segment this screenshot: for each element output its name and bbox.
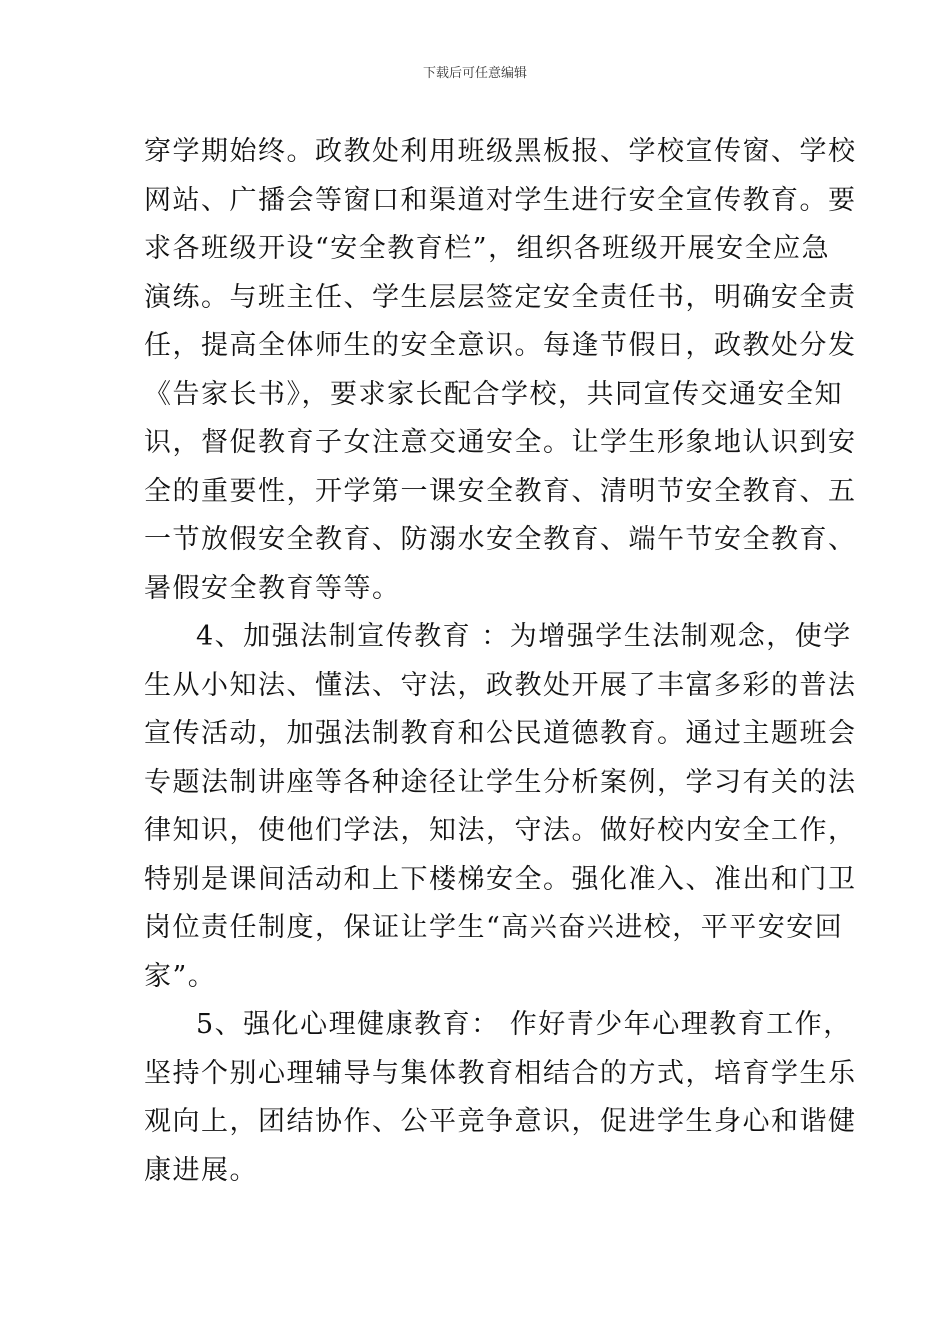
text-line: 岗位责任制度，保证让学生“高兴奋兴进校，平平安安回: [144, 912, 844, 943]
text-line: 家”。: [144, 960, 217, 992]
text-line: 任，提高全体师生的安全意识。每逢节假日，政教处分发: [144, 330, 857, 361]
text-line: 求各班级开设“安全教育栏”，组织各班级开展安全应急: [144, 233, 831, 264]
text-line: 一节放假安全教育、防溺水安全教育、端午节安全教育、: [144, 524, 857, 555]
text-line: 专题法制讲座等各种途径让学生分析案例，学习有关的法: [144, 766, 857, 798]
text-line: 4、加强法制宣传教育 ：为增强学生法制观念，使学: [196, 621, 852, 652]
text-line: 识，督促教育子女注意交通安全。让学生形象地认识到安: [144, 427, 857, 458]
text-line: 生从小知法、懂法、守法，政教处开展了丰富多彩的普法: [144, 669, 857, 701]
text-line: 坚持个别心理辅导与集体教育相结合的方式，培育学生乐: [144, 1057, 857, 1089]
text-line: 暑假安全教育等等。: [144, 572, 401, 604]
text-line: 特别是课间活动和上下楼梯安全。强化准入、准出和门卫: [144, 863, 857, 895]
text-line: 5、强化心理健康教育： 作好青少年心理教育工作，: [196, 1009, 852, 1040]
document-body: [144, 128, 857, 1195]
paragraph-legal-education: [144, 613, 857, 1001]
text-line: 全的重要性，开学第一课安全教育、清明节安全教育、五: [144, 475, 857, 507]
paragraph-mental-health: [144, 1001, 857, 1195]
text-line: 律知识，使他们学法，知法，守法。做好校内安全工作，: [144, 815, 857, 846]
page-header: 下载后可任意编辑: [422, 66, 527, 81]
text-line: 观向上，团结协作、公平竞争意识，促进学生身心和谐健: [144, 1106, 857, 1137]
text-line: 宣传活动，加强法制教育和公民道德教育。通过主题班会: [144, 718, 857, 749]
paragraph-safety-education: [144, 128, 857, 613]
text-line: 康进展。: [144, 1154, 258, 1186]
text-line: 《告家长书》，要求家长配合学校，共同宣传交通安全知: [144, 378, 843, 410]
text-line: 网站、广播会等窗口和渠道对学生进行安全宣传教育。要: [144, 184, 857, 216]
text-line: 穿学期始终。政教处利用班级黑板报、学校宣传窗、学校: [144, 136, 857, 167]
text-line: 演练。与班主任、学生层层签定安全责任书，明确安全责: [144, 281, 857, 313]
